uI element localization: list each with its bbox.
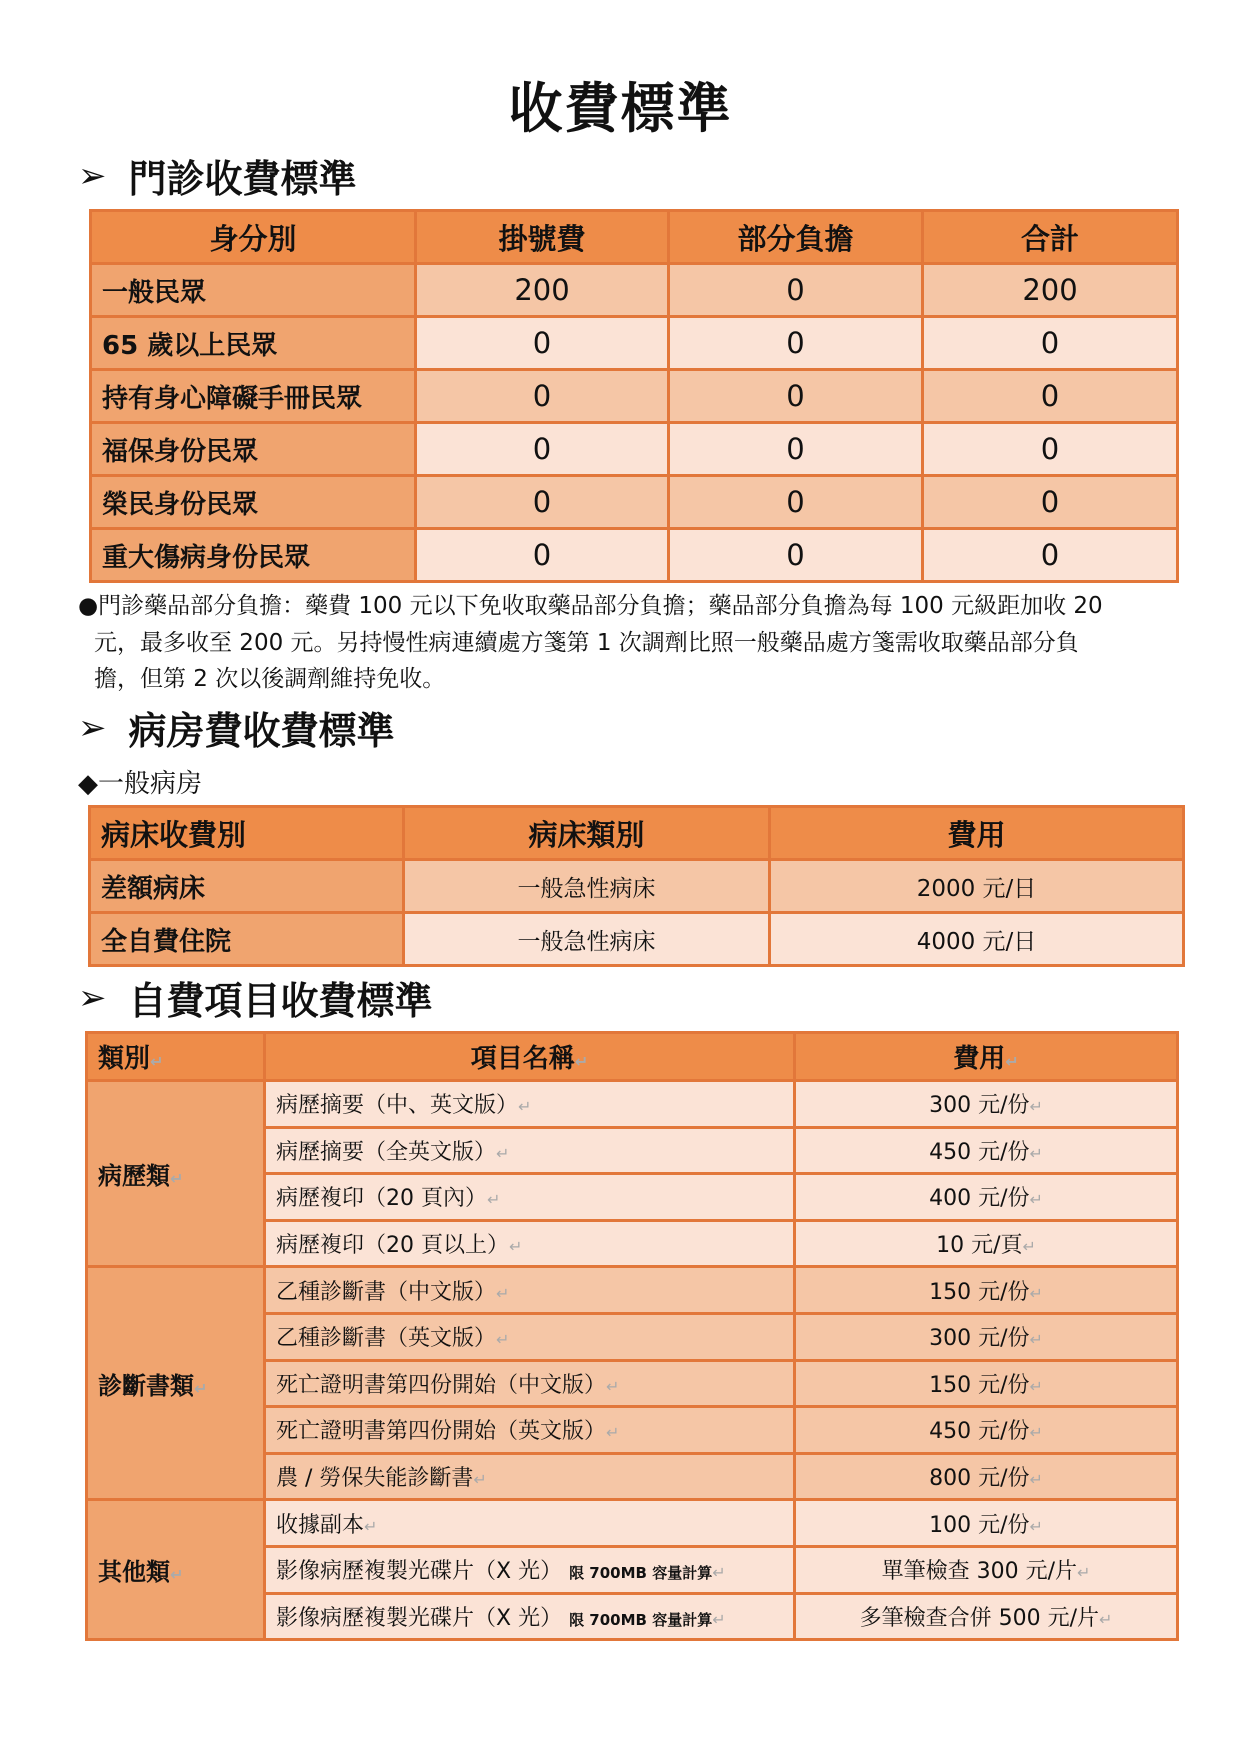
return-mark-icon: ↵	[1029, 1143, 1043, 1163]
arrow-bullet-icon: ➢	[78, 155, 107, 196]
fee-cell: 單筆檢查 300 元/片↵	[795, 1546, 1178, 1593]
outpatient-note: ●門診藥品部分負擔：藥費 100 元以下免收取藥品部分負擔；藥品部分負擔為每 100 元級距加收 20 元，最多收至 200 元。另持慢性病連續處方箋第 1 次調劑比照一般藥品處方箋需收取藥品部分負 擔，但第 2 次以後調劑維持免收。	[78, 593, 1103, 692]
fee-cell: 0	[416, 529, 669, 582]
return-mark-icon: ↵	[518, 1097, 532, 1117]
identity-cell: 一般民眾	[91, 264, 416, 317]
identity-cell: 福保身份民眾	[91, 423, 416, 476]
fee-cell: 0	[669, 423, 923, 476]
fee-cell: 0	[669, 317, 923, 370]
fee-cell: 0	[669, 529, 923, 582]
return-mark-icon: ↵	[496, 1143, 510, 1163]
column-header: 合計	[923, 211, 1178, 264]
fee-cell: 300 元/份↵	[795, 1081, 1178, 1128]
table-row	[91, 264, 1178, 317]
identity-cell: 重大傷病身份民眾	[91, 529, 416, 582]
identity-cell: 持有身心障礙手冊民眾	[91, 370, 416, 423]
ward-heading: ➢ 病房費收費標準	[78, 707, 395, 753]
fee-cell: 0	[416, 423, 669, 476]
column-header: 費用↵	[795, 1033, 1178, 1081]
item-name-cell: 病歷複印（20 頁以上）↵	[265, 1220, 795, 1267]
return-mark-icon: ↵	[170, 1169, 184, 1189]
fee-cell: 0	[923, 317, 1178, 370]
item-name-cell: 收據副本↵	[265, 1500, 795, 1547]
table-row	[87, 1267, 1178, 1314]
return-mark-icon: ↵	[473, 1470, 487, 1490]
fee-cell: 0	[416, 370, 669, 423]
ward-subheading: ◆一般病房	[78, 769, 202, 799]
column-header: 類別↵	[87, 1033, 265, 1081]
selfpay-heading: ➢ 自費項目收費標準	[78, 977, 433, 1023]
return-mark-icon: ↵	[1076, 1563, 1091, 1583]
return-mark-icon: ↵	[496, 1283, 510, 1303]
return-mark-icon: ↵	[606, 1376, 620, 1396]
item-name-cell: 死亡證明書第四份開始（中文版）↵	[265, 1360, 795, 1407]
return-mark-icon: ↵	[170, 1565, 184, 1585]
return-mark-icon: ↵	[509, 1237, 523, 1257]
fee-cell: 0	[416, 476, 669, 529]
return-mark-icon: ↵	[1098, 1609, 1113, 1629]
column-header: 身分別	[91, 211, 416, 264]
item-name-cell: 病歷複印（20 頁內）↵	[265, 1174, 795, 1221]
return-mark-icon: ↵	[574, 1052, 589, 1071]
category-cell: 病歷類↵	[87, 1081, 265, 1267]
fee-cell: 0	[669, 370, 923, 423]
return-mark-icon: ↵	[194, 1378, 208, 1398]
table-row	[91, 476, 1178, 529]
table-row	[90, 913, 1184, 966]
item-name-cell: 病歷摘要（全英文版）↵	[265, 1127, 795, 1174]
ward-cell: 全自費住院	[90, 913, 404, 966]
fee-cell: 200	[416, 264, 669, 317]
ward-cell: 4000 元/日	[770, 913, 1184, 966]
item-name-cell: 影像病歷複製光碟片（X 光） 限 700MB 容量計算↵	[265, 1546, 795, 1593]
category-cell: 診斷書類↵	[87, 1267, 265, 1500]
return-mark-icon: ↵	[712, 1609, 726, 1629]
table-row	[87, 1081, 1178, 1128]
fee-cell: 0	[923, 529, 1178, 582]
return-mark-icon: ↵	[1029, 1283, 1043, 1303]
fee-cell: 0	[923, 423, 1178, 476]
fee-cell: 0	[669, 264, 923, 317]
table-row	[91, 529, 1178, 582]
return-mark-icon: ↵	[150, 1052, 164, 1071]
fee-cell: 100 元/份↵	[795, 1500, 1178, 1547]
column-header: 費用	[770, 807, 1184, 860]
fee-cell: 10 元/頁↵	[795, 1220, 1178, 1267]
identity-cell: 65 歲以上民眾	[91, 317, 416, 370]
cd-capacity-note: 限 700MB 容量計算	[569, 1610, 713, 1629]
fee-cell: 150 元/份↵	[795, 1360, 1178, 1407]
fee-cell: 0	[923, 476, 1178, 529]
fee-cell: 450 元/份↵	[795, 1127, 1178, 1174]
ward-cell: 2000 元/日	[770, 860, 1184, 913]
table-row	[90, 860, 1184, 913]
fee-cell: 200	[923, 264, 1178, 317]
outpatient-fee-table	[89, 209, 1179, 583]
fee-cell: 150 元/份↵	[795, 1267, 1178, 1314]
fee-cell: 0	[669, 476, 923, 529]
cd-capacity-note: 限 700MB 容量計算	[569, 1564, 713, 1583]
table-row	[87, 1500, 1178, 1547]
return-mark-icon: ↵	[364, 1516, 378, 1536]
return-mark-icon: ↵	[496, 1330, 510, 1350]
column-header: 病床類別	[404, 807, 770, 860]
return-mark-icon: ↵	[1022, 1237, 1036, 1257]
item-name-cell: 死亡證明書第四份開始（英文版）↵	[265, 1407, 795, 1454]
column-header: 掛號費	[416, 211, 669, 264]
return-mark-icon: ↵	[712, 1563, 726, 1583]
table-row	[91, 317, 1178, 370]
arrow-bullet-icon: ➢	[78, 707, 107, 748]
return-mark-icon: ↵	[1029, 1376, 1043, 1396]
return-mark-icon: ↵	[1005, 1052, 1019, 1071]
table-row	[91, 423, 1178, 476]
return-mark-icon: ↵	[1029, 1423, 1043, 1443]
column-header: 病床收費別	[90, 807, 404, 860]
item-name-cell: 病歷摘要（中、英文版）↵	[265, 1081, 795, 1128]
arrow-bullet-icon: ➢	[78, 977, 107, 1018]
item-name-cell: 農 / 勞保失能診斷書↵	[265, 1453, 795, 1500]
outpatient-heading: ➢ 門診收費標準	[78, 155, 357, 201]
fee-cell: 多筆檢查合併 500 元/片↵	[795, 1593, 1178, 1640]
fee-cell: 0	[923, 370, 1178, 423]
ward-fee-table	[88, 805, 1185, 967]
item-name-cell: 乙種診斷書（英文版）↵	[265, 1313, 795, 1360]
fee-cell: 450 元/份↵	[795, 1407, 1178, 1454]
fee-cell: 0	[416, 317, 669, 370]
ward-cell: 一般急性病床	[404, 860, 770, 913]
ward-cell: 一般急性病床	[404, 913, 770, 966]
column-header: 部分負擔	[669, 211, 923, 264]
column-header: 項目名稱↵	[265, 1033, 795, 1081]
return-mark-icon: ↵	[606, 1423, 620, 1443]
return-mark-icon: ↵	[1029, 1516, 1043, 1536]
return-mark-icon: ↵	[1029, 1097, 1043, 1117]
return-mark-icon: ↵	[1029, 1330, 1043, 1350]
return-mark-icon: ↵	[1029, 1470, 1043, 1490]
return-mark-icon: ↵	[487, 1190, 501, 1210]
ward-cell: 差額病床	[90, 860, 404, 913]
fee-cell: 400 元/份↵	[795, 1174, 1178, 1221]
selfpay-fee-table	[85, 1031, 1179, 1641]
item-name-cell: 乙種診斷書（中文版）↵	[265, 1267, 795, 1314]
fee-cell: 300 元/份↵	[795, 1313, 1178, 1360]
item-name-cell: 影像病歷複製光碟片（X 光） 限 700MB 容量計算↵	[265, 1593, 795, 1640]
fee-cell: 800 元/份↵	[795, 1453, 1178, 1500]
identity-cell: 榮民身份民眾	[91, 476, 416, 529]
category-cell: 其他類↵	[87, 1500, 265, 1640]
table-row	[91, 370, 1178, 423]
page-title: 收費標準	[508, 77, 733, 140]
return-mark-icon: ↵	[1029, 1190, 1043, 1210]
